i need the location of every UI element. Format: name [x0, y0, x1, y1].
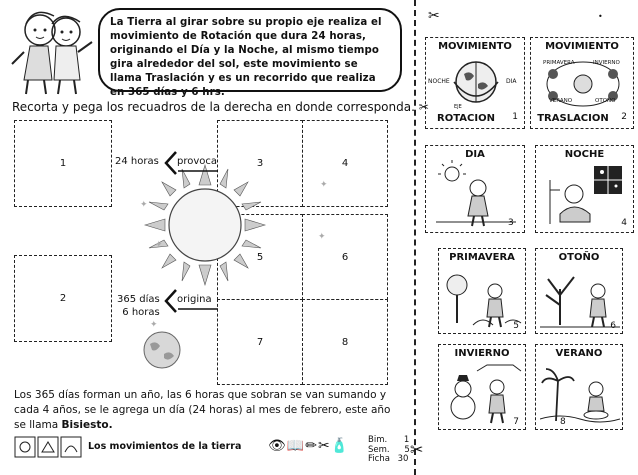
- star-icon: ✦: [155, 240, 163, 250]
- cutout-card-rotacion[interactable]: MOVIMIENTO NOCHE DIA EJE ROTACION 1: [425, 37, 525, 129]
- arrow-label-365: 365 días 6 horas: [117, 294, 160, 318]
- cutout-card-otono[interactable]: OTOÑO 6: [535, 248, 623, 334]
- kids-illustration: [4, 2, 100, 98]
- cut-line: [414, 0, 416, 475]
- cutout-card-primavera[interactable]: PRIMAVERA 5: [438, 248, 526, 334]
- cutout-card-traslacion[interactable]: MOVIMIENTO PRIMAVERA INVIERNO VERANO OTOÑO TRASLACION 2: [530, 37, 634, 129]
- book-icon: 📖: [286, 438, 306, 454]
- paste-box-8[interactable]: 8: [302, 299, 388, 385]
- activity-icons: [268, 438, 349, 454]
- dot-icon: •: [598, 12, 603, 21]
- footer-meta: Bim. 1 Sem. 5 Ficha 30: [368, 435, 410, 464]
- winter-scene-icon: [443, 361, 523, 425]
- night-scene-icon: [544, 160, 628, 230]
- footer-title: Los movimientos de la tierra: [88, 441, 242, 452]
- arrow-right-line: [178, 306, 218, 312]
- paste-box-5[interactable]: 5: [217, 214, 303, 300]
- autumn-scene-icon: [540, 265, 620, 329]
- pencil-icon: ✏: [305, 438, 318, 454]
- paste-box-7[interactable]: 7: [217, 299, 303, 385]
- arrow-right-line: [178, 168, 218, 174]
- bisiesto-paragraph: Los 365 días forman un año, las 6 horas que sobran se van sumando y cada 4 años, se le agrega un día (24 horas) al mes de febrero, este año se llama Bisiesto.: [14, 389, 391, 431]
- sun-illustration: [140, 160, 270, 290]
- summer-scene-icon: [540, 361, 620, 425]
- cutout-card-noche[interactable]: NOCHE 4: [535, 145, 634, 233]
- scissors-icon: ✂: [410, 440, 424, 459]
- intro-text-box: [98, 8, 402, 98]
- arrow-left-icon: [163, 150, 177, 176]
- arrow-verb-provoca: provoca: [177, 156, 218, 167]
- paste-box-3[interactable]: 3: [217, 120, 303, 207]
- scissors-icon: ✂: [428, 8, 440, 24]
- arrow-verb-origina: origina: [177, 294, 212, 305]
- stamp-icons: [14, 436, 84, 458]
- paste-box-6[interactable]: 6: [302, 214, 388, 300]
- scissors-icon: ✂: [317, 438, 331, 454]
- star-icon: ✦: [150, 320, 158, 330]
- instruction-text: Recorta y pega los recuadros de la derecha en donde corresponda. ✂: [12, 100, 429, 114]
- spring-scene-icon: [443, 265, 523, 329]
- footer-stamps: [14, 436, 84, 462]
- star-icon: ✦: [318, 232, 326, 242]
- paste-box-4[interactable]: 4: [302, 120, 388, 207]
- earth-rotation-icon: [448, 54, 504, 110]
- star-icon: ✦: [140, 200, 148, 210]
- eye-icon: 👁: [268, 438, 287, 454]
- cutout-card-dia[interactable]: DIA 3: [425, 145, 525, 233]
- intro-text: La Tierra al girar sobre su propio eje realiza el movimiento de Rotación que dura 24 horas, originando el Día y la Noche, al mismo tiempo gira alrededor del sol, este movimiento se llama Traslación y es un recorrido que realiza en 365 días y 6 hrs.: [110, 17, 382, 98]
- scissors-icon: ✂: [418, 100, 429, 114]
- cutout-card-verano[interactable]: VERANO 8: [535, 344, 623, 430]
- star-icon: ✦: [320, 180, 328, 190]
- glue-icon: 🧴: [330, 438, 350, 454]
- day-scene-icon: [436, 160, 516, 228]
- cutout-card-invierno[interactable]: INVIERNO 7: [438, 344, 526, 430]
- arrow-left-icon: [163, 288, 177, 314]
- paste-box-1[interactable]: 1: [14, 120, 112, 207]
- paste-box-2[interactable]: 2: [14, 255, 112, 342]
- earth-illustration: [142, 330, 182, 370]
- arrow-label-24h: 24 horas: [115, 156, 159, 167]
